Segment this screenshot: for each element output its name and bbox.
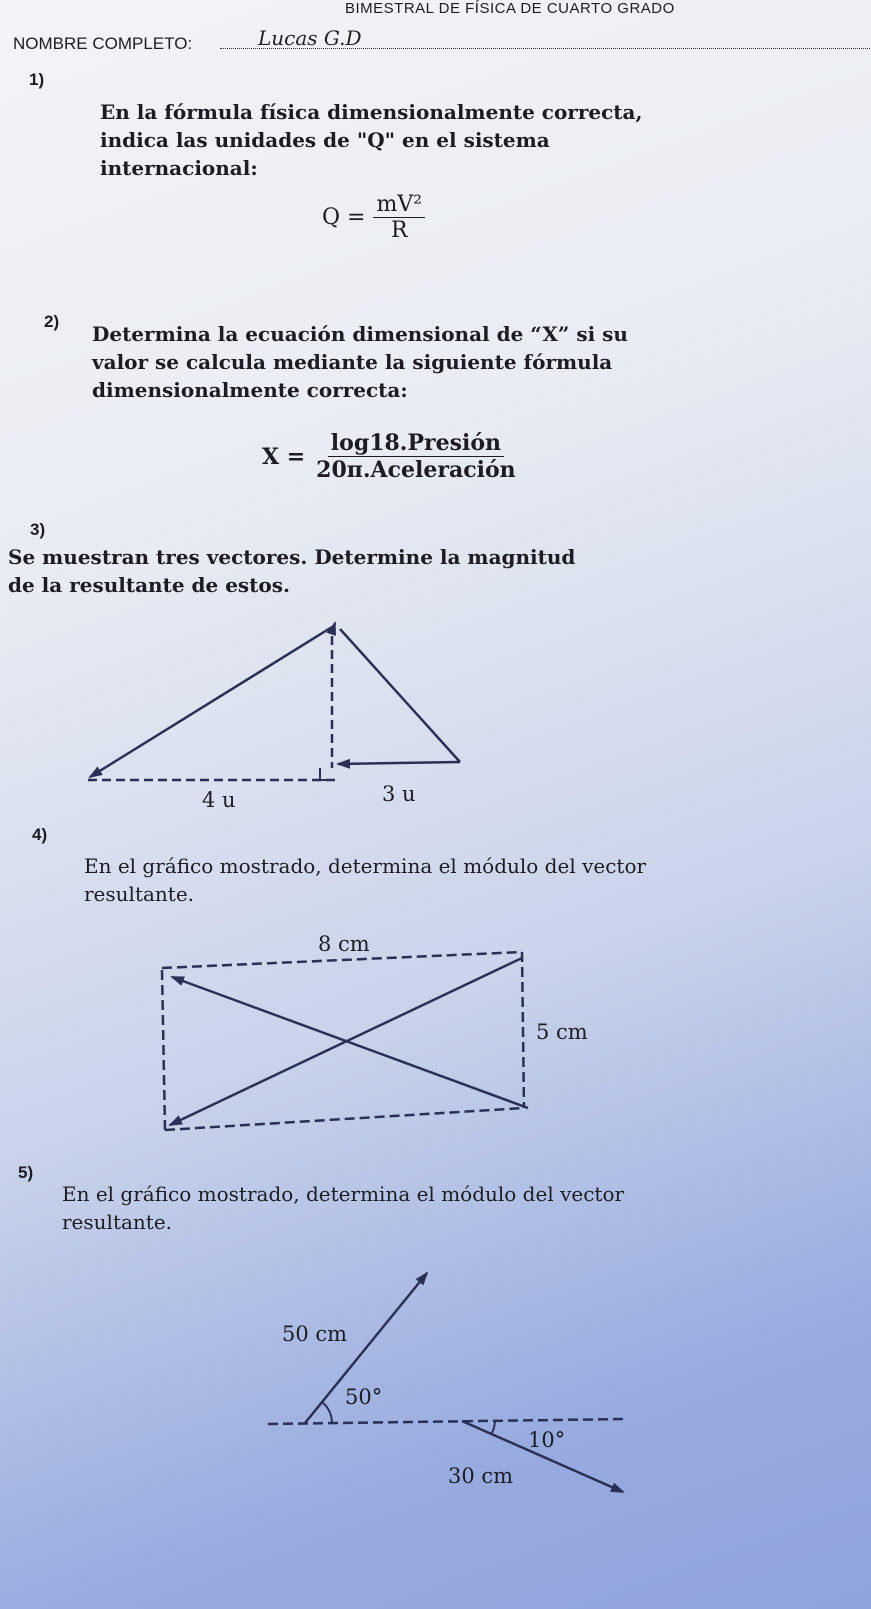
exam-title: BIMESTRAL DE FÍSICA DE CUARTO GRADO <box>345 0 675 17</box>
label-4u: 4 u <box>202 788 236 812</box>
question-1-number: 1) <box>29 70 45 89</box>
diagonal-vector-down <box>170 958 522 1125</box>
name-label: NOMBRE COMPLETO: <box>13 34 193 53</box>
rect-left <box>162 970 165 1130</box>
label-5cm: 5 cm <box>536 1020 588 1044</box>
question-5-number: 5) <box>18 1163 34 1182</box>
formula-denominator: 20π.Aceleración <box>316 457 516 483</box>
question-2-text: Determina la ecuación dimensional de “X” si su valor se calcula mediante la siguiente fórmula dimensionalmente correcta: <box>92 322 628 402</box>
question-2-number: 2) <box>44 312 60 331</box>
label-angle-10: 10° <box>528 1428 566 1452</box>
question-4-text: En el gráfico mostrado, determina el módulo del vector resultante. <box>84 854 647 906</box>
vector-apex-arrow <box>332 623 335 632</box>
label-30cm: 30 cm <box>448 1464 514 1488</box>
diagonal-vector-up <box>172 977 528 1108</box>
question-5-diagram <box>268 1273 625 1492</box>
label-8cm: 8 cm <box>318 932 370 956</box>
right-angle-mark <box>320 768 332 780</box>
formula-lhs: Q = <box>322 205 366 230</box>
vector-3u <box>338 762 460 764</box>
rect-bottom <box>165 1108 524 1130</box>
reference-line <box>268 1419 625 1424</box>
label-angle-50: 50° <box>345 1385 383 1409</box>
angle-50-arc <box>322 1402 332 1422</box>
question-1-text: En la fórmula física dimensionalmente correcta, indica las unidades de "Q" en el sistema internacional: <box>100 100 643 180</box>
label-3u: 3 u <box>382 782 416 806</box>
label-50cm: 50 cm <box>282 1322 348 1346</box>
vector-4u <box>90 627 332 777</box>
question-4-number: 4) <box>32 825 48 844</box>
question-3-diagram <box>88 623 460 780</box>
formula-numerator: log18.Presión <box>328 430 504 457</box>
question-3-text: Se muestran tres vectores. Determine la magnitud de la resultante de estos. <box>8 545 576 597</box>
vector-side <box>340 629 460 762</box>
formula-numerator: mV² <box>373 192 425 218</box>
formula-denominator: R <box>390 218 408 243</box>
question-3-number: 3) <box>30 520 46 539</box>
handwritten-name: Lucas G.D <box>258 26 362 50</box>
formula-lhs: X = <box>262 443 306 470</box>
question-4-diagram <box>162 952 528 1130</box>
rect-right <box>522 952 524 1108</box>
question-5-text: En el gráfico mostrado, determina el módulo del vector resultante. <box>62 1182 625 1234</box>
